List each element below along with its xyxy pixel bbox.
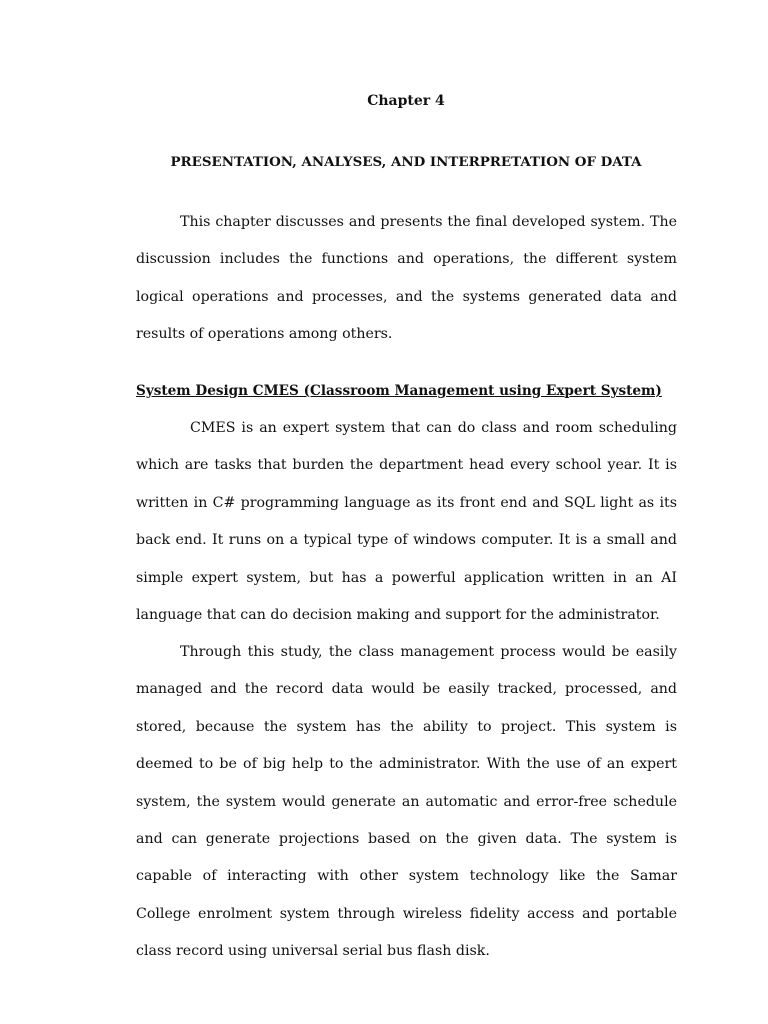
body-paragraph-cmes: CMES is an expert system that can do class and room scheduling which are tasks that burden the department head every school year. It is written in C# programming language as its front end and SQL light as its back end. It runs on a typical type of windows computer. It is a small and simple expert system, but has a powerful application written in an AI language that can do decision making and support for the administrator. bbox=[136, 420, 677, 624]
body-paragraph-study: Through this study, the class management process would be easily managed and the record data would be easily tracked, processed, and stored, because the system has the ability to project. This system is deemed to be of big help to the administrator. With the use of an expert system, the system would generate an automatic and error-free schedule and can generate projections based on the given data. The system is capable of interacting with other system technology like the Samar College enrolment system through wireless fidelity access and portable class record using universal serial bus flash disk. bbox=[136, 644, 677, 960]
intro-paragraph: This chapter discusses and presents the final developed system. The discussion includes the functions and operations, the different system logical operations and processes, and the systems generated data and results of operations among others. bbox=[136, 214, 677, 343]
chapter-label: Chapter 4 bbox=[367, 93, 445, 109]
chapter-title: PRESENTATION, ANALYSES, AND INTERPRETATION OF DATA bbox=[170, 154, 642, 170]
section-heading: System Design CMES (Classroom Management using Expert System) bbox=[136, 383, 662, 399]
